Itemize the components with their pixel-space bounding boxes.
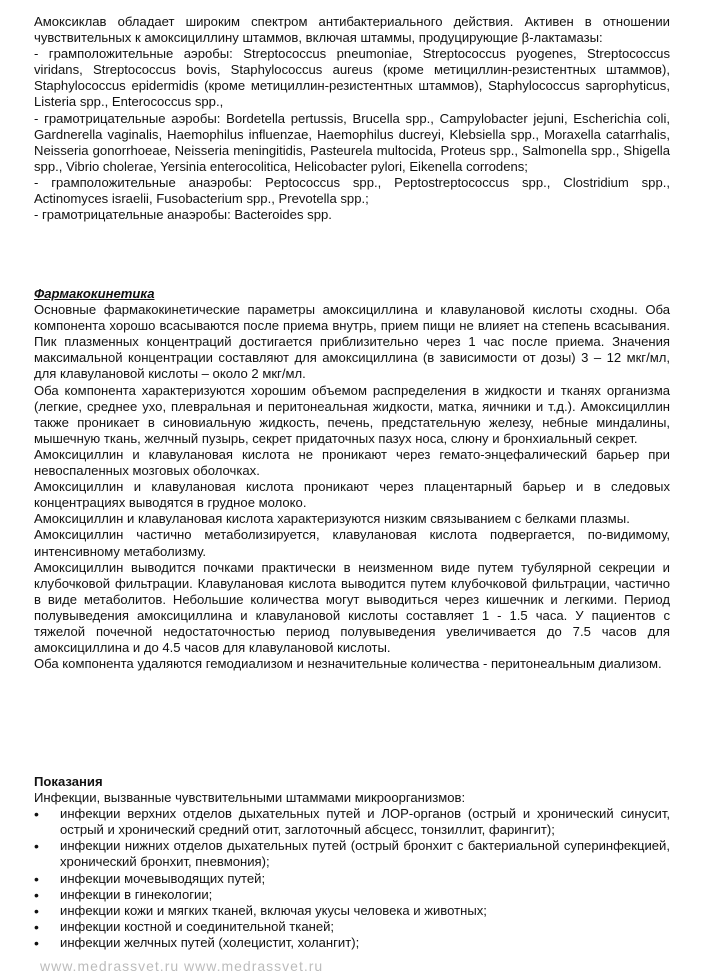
pk-paragraph: Амоксициллин выводится почками практически в неизменном виде путем тубулярной секреции и клубочковой фильтрации. Клавулановая кислота выводится путем клубочковой фильтрации, частично в виде метаболитов. Небольшие количества могут выводиться через кишечник и легкими. Период полувыведения амоксициллина и клавулановой кислоты составляет 1 - 1.5 часа. У пациентов с тяжелой почечной недостаточностью период полувыведения увеличивается до 7.5 часов для амоксициллина и до 4.5 часов для клавулановой кислоты. [34,559,670,656]
spectrum-gram-negative-aerobes: - грамотрицательные аэробы: Bordetella pertussis, Brucella spp., Campylobacter jejuni, Escherichia coli, Gardnerella vaginalis, Haemophilus influenzae, Haemophilus ducreyi, Klebsiella spp., Moraxella catarrhalis, Neisseria gonorrhoeae, Neisseria meningitidis, Pasteurela multocida, Proteus spp., Salmonella spp., Shigella spp., Vibrio cholerae, Yersinia enterocolitica, Helicobacter pylori, Eikenella corrodens; [34,110,670,174]
pk-paragraph: Оба компонента удаляются гемодиализом и незначительные количества - перитонеальным диализом. [34,656,662,672]
list-item: • инфекции желчных путей (холецистит, холангит); [34,935,670,951]
pk-paragraph: Амоксициллин частично метаболизируется, клавулановая кислота подвергается, по-видимому, интенсивному метаболизму. [34,527,670,559]
list-item: • инфекции мочевыводящих путей; [34,871,670,887]
indications-intro: Инфекции, вызванные чувствительными штаммами микроорганизмов: [34,790,466,806]
pharmacokinetics-heading: Фармакокинетика [34,286,155,301]
spectrum-gram-positive-anaerobes: - грамположительные анаэробы: Peptococcus spp., Peptostreptococcus spp., Clostridium spp., Actinomyces israelii, Fusobacterium spp., Prevotella spp.; [34,174,670,207]
list-item: • инфекции нижних отделов дыхательных путей (острый бронхит с бактериальной суперинфекцией, хронический бронхит, пневмония); [34,838,670,870]
pk-paragraph: Основные фармакокинетические параметры амоксициллина и клавулановой кислоты сходны. Оба компонента хорошо всасываются после приема внутрь, прием пищи не влияет на степень всасывания. Пик плазменных концентраций достигается приблизительно через 1 час после приема. Значения максимальной концентрации составляют для амоксициллина (в зависимости от дозы) 3 – 12 мкг/мл, для клавулановой кислоты – около 2 мкг/мл. [34,302,670,382]
spectrum-section [34,14,670,223]
list-item: • инфекции костной и соединительной тканей; [34,919,670,935]
indications-section [34,774,670,951]
pk-paragraph: Амоксициллин и клавулановая кислота не проникают через гемато-энцефалический барьер при невоспаленных мозговых оболочках. [34,446,670,479]
spectrum-gram-positive-aerobes: - грамположительные аэробы: Streptococcus pneumoniae, Streptococcus pyogenes, Streptococcus viridans, Streptococcus bovis, Staphylococcus aureus (кроме метициллин-резистентных штаммов), Staphylococcus epidermidis (кроме метициллин-резистентных штаммов), Staphylococcus saprophyticus, Listeria spp., Enterococcus spp., [34,46,670,110]
list-item: • инфекции в гинекологии; [34,887,670,903]
watermark: www.medrassvet.ru www.medrassvet.ru [40,958,324,974]
spectrum-intro: Амоксиклав обладает широким спектром антибактериального действия. Активен в отношении чувствительных к амоксициллину штаммов, включая штаммы, продуцирующие β-лактамазы: [34,14,670,46]
pk-paragraph: Амоксициллин и клавулановая кислота характеризуются низким связыванием с белками плазмы. [34,511,630,527]
pharmacokinetics-section [34,286,670,672]
list-item: • инфекции верхних отделов дыхательных путей и ЛОР-органов (острый и хронический синусит, острый и хронический средний отит, заглоточный абсцесс, тонзиллит, фарингит); [34,806,670,838]
list-item: • инфекции кожи и мягких тканей, включая укусы человека и животных; [34,903,670,919]
indications-heading: Показания [34,774,103,789]
indications-list [34,806,670,951]
pk-paragraph: Оба компонента характеризуются хорошим объемом распределения в жидкости и тканях организма (легкие, среднее ухо, плевральная и перитонеальная жидкости, матка, яичники и т.д.). Амоксициллин также проникает в синовиальную жидкость, печень, предстательную железу, небные миндалины, мышечную ткань, желчный пузырь, секрет придаточных пазух носа, слюну и бронхиальный секрет. [34,382,670,446]
spectrum-gram-negative-anaerobes: - грамотрицательные анаэробы: Bacteroides spp. [34,207,332,223]
pk-paragraph: Амоксициллин и клавулановая кислота проникают через плацентарный барьер и в следовых концентрациях выводятся в грудное молоко. [34,479,670,511]
